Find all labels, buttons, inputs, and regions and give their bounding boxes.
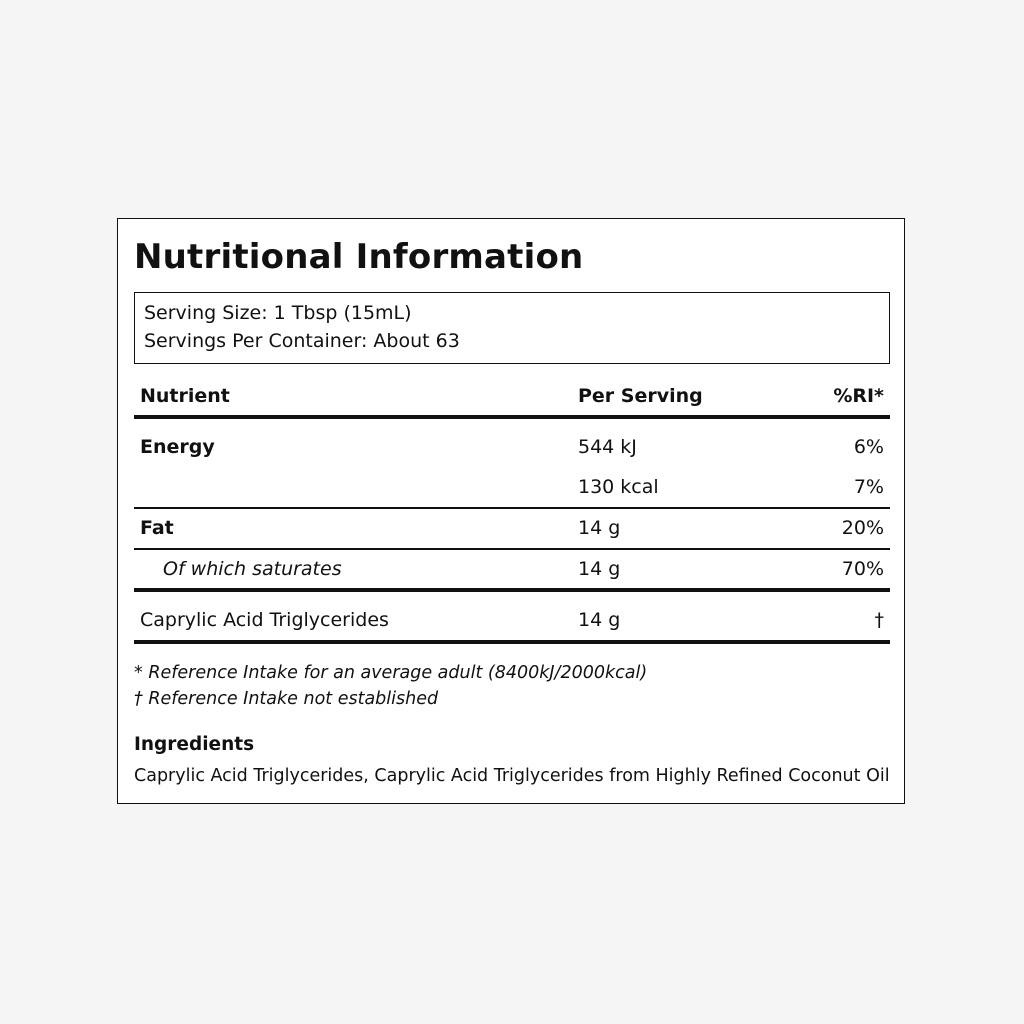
row-energy-kcal-amount: 130 kcal [578,476,659,498]
row-energy-ri: 6% [853,436,884,458]
ingredients-heading: Ingredients [134,734,255,755]
row-fat-amount: 14 g [578,517,621,539]
row-saturates-amount: 14 g [578,558,621,580]
row-caprylic-ri: † [874,609,884,631]
header-nutrient: Nutrient [140,385,230,407]
header-ri: %RI* [833,385,884,407]
row-fat-nutrient: Fat [140,517,174,539]
ingredients-text: Caprylic Acid Triglycerides, Caprylic Acid Triglycerides from Highly Refined Coconut Oil [134,766,890,786]
row-caprylic-nutrient: Caprylic Acid Triglycerides [140,609,389,631]
row-saturates-nutrient: Of which saturates [163,558,342,580]
row-saturates-ri: 70% [841,558,884,580]
header-rule [134,415,890,419]
row-energy-nutrient: Energy [140,436,215,458]
nutrition-label [117,218,905,804]
row-divider [134,548,890,550]
table-bottom-rule [134,640,890,644]
footnote-reference-intake: * Reference Intake for an average adult (8400kJ/2000kcal) [134,663,648,683]
label-title: Nutritional Information [134,237,584,277]
section-rule [134,588,890,592]
row-energy-kcal-ri: 7% [853,476,884,498]
row-fat-ri: 20% [841,517,884,539]
servings-per-container: Servings Per Container: About 63 [144,330,460,352]
row-caprylic-amount: 14 g [578,609,621,631]
row-energy-amount: 544 kJ [578,436,637,458]
serving-size: Serving Size: 1 Tbsp (15mL) [144,302,412,324]
footnote-not-established: † Reference Intake not established [134,689,439,709]
serving-info-box [134,292,890,364]
header-per-serving: Per Serving [578,385,703,407]
row-divider [134,507,890,509]
